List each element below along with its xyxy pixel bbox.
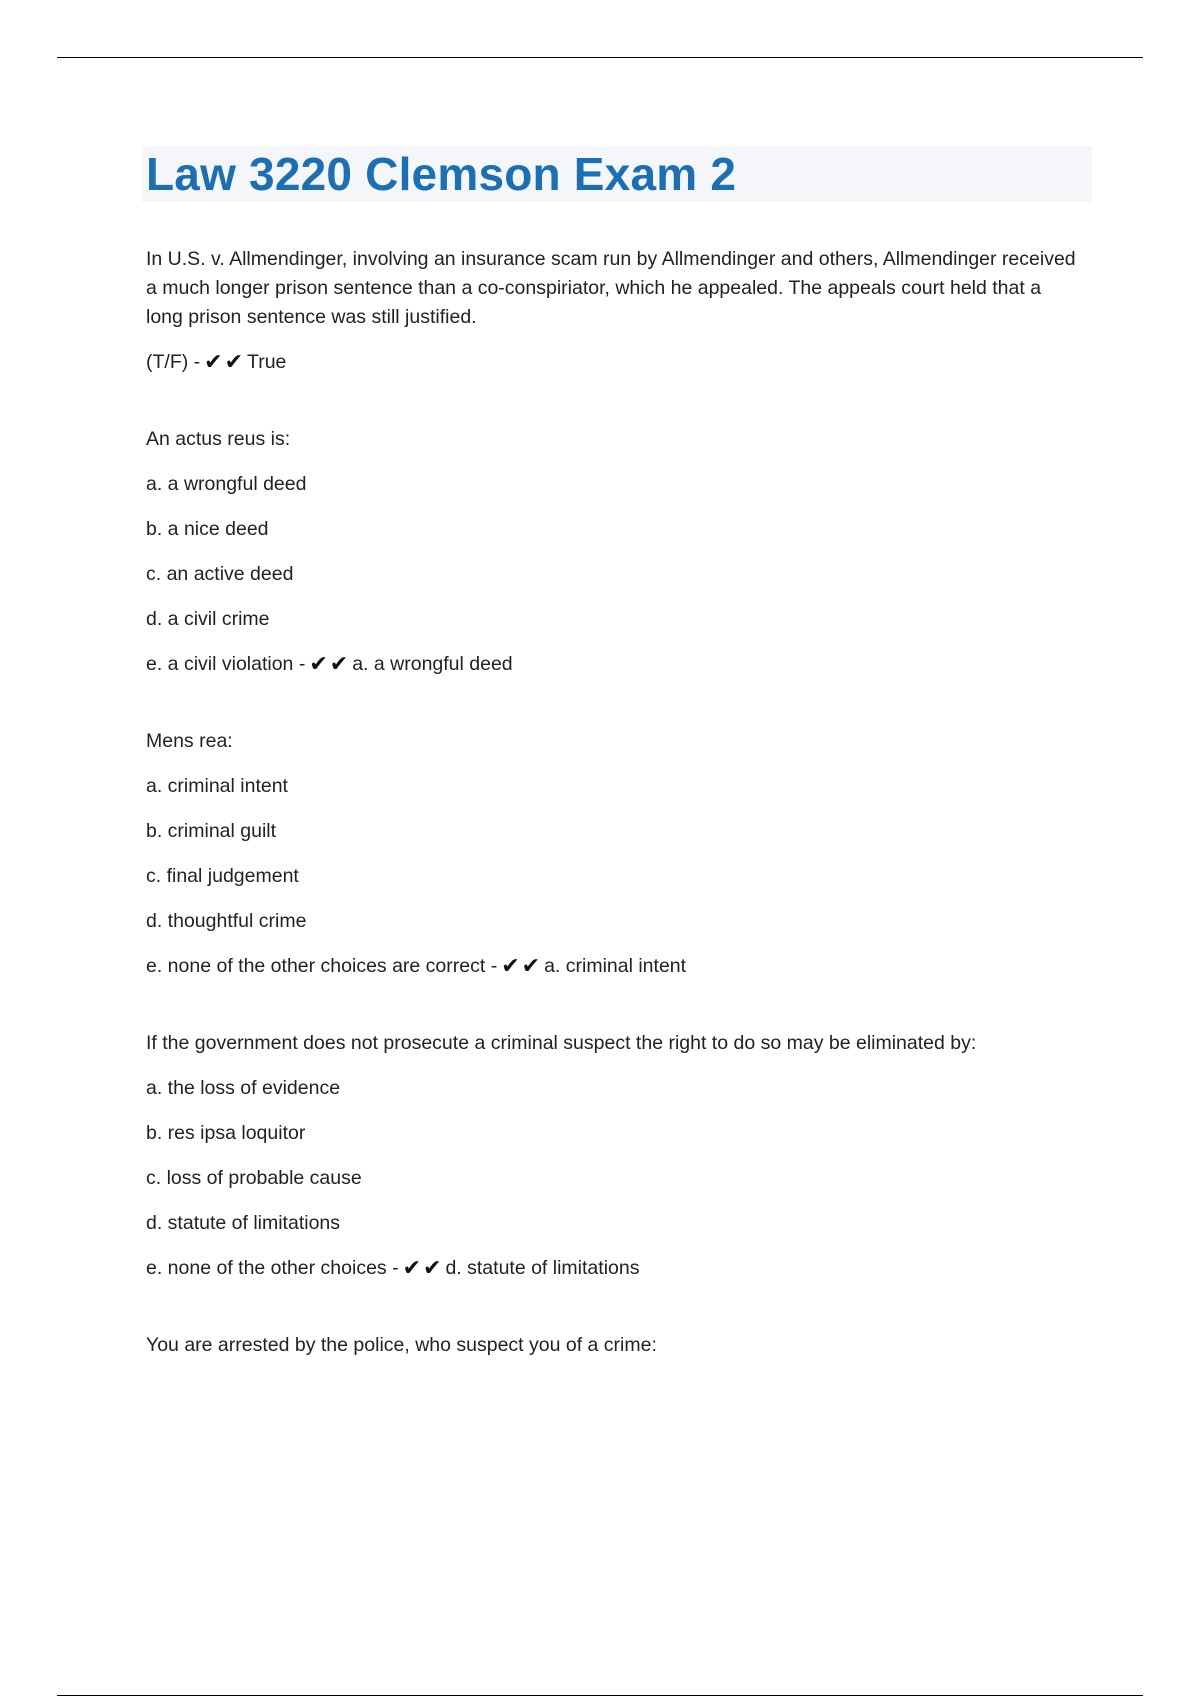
check-mark-icon: ✔✔ [309, 651, 351, 676]
option-b: b. criminal guilt [146, 820, 277, 842]
question-stem: You are arrested by the police, who suspect you of a crime: [146, 1334, 657, 1356]
document-title: Law 3220 Clemson Exam 2 [146, 148, 737, 200]
option-b: b. a nice deed [146, 518, 269, 540]
question-stem: If the government does not prosecute a criminal suspect the right to do so may be eliminated by: [146, 1032, 977, 1054]
answer-text: True [247, 351, 287, 373]
option-d: d. statute of limitations [146, 1212, 341, 1234]
answer-text: d. statute of limitations [445, 1257, 640, 1279]
check-mark-icon: ✔✔ [204, 349, 246, 374]
question-stem: Mens rea: [146, 730, 233, 752]
bottom-rule [57, 1695, 1143, 1696]
check-mark-icon: ✔✔ [501, 953, 543, 978]
option-e-with-answer [146, 650, 1076, 679]
option-a: a. criminal intent [146, 775, 288, 797]
question-1 [146, 245, 1076, 377]
question-stem: An actus reus is: [146, 428, 291, 450]
option-c: c. loss of probable cause [146, 1167, 362, 1189]
option-c: c. final judgement [146, 865, 299, 887]
option-d: d. thoughtful crime [146, 910, 307, 932]
option-a: a. the loss of evidence [146, 1077, 341, 1099]
question-3 [146, 727, 1076, 981]
tf-prompt: (T/F) - [146, 351, 201, 373]
question-list [146, 245, 1076, 1408]
answer-line [146, 348, 1076, 377]
option-b: b. res ipsa loquitor [146, 1122, 306, 1144]
answer-text: a. criminal intent [544, 955, 687, 977]
option-e-with-answer [146, 1254, 1076, 1283]
option-e: e. none of the other choices are correct - [146, 955, 498, 977]
question-4 [146, 1029, 1076, 1283]
top-rule [57, 57, 1143, 58]
question-stem: In U.S. v. Allmendinger, involving an insurance scam run by Allmendinger and others, Allmendinger received a much longer prison sentence than a co-conspiriator, which he appealed. The appeals court held that a long prison sentence was still justified. [146, 248, 1076, 328]
option-e: e. none of the other choices - [146, 1257, 399, 1279]
answer-text: a. a wrongful deed [352, 653, 513, 675]
option-e: e. a civil violation - [146, 653, 306, 675]
option-e-with-answer [146, 952, 1076, 981]
option-c: c. an active deed [146, 563, 294, 585]
question-5 [146, 1331, 1076, 1360]
question-2 [146, 425, 1076, 679]
check-mark-icon: ✔✔ [402, 1255, 444, 1280]
option-d: d. a civil crime [146, 608, 270, 630]
option-a: a. a wrongful deed [146, 473, 307, 495]
